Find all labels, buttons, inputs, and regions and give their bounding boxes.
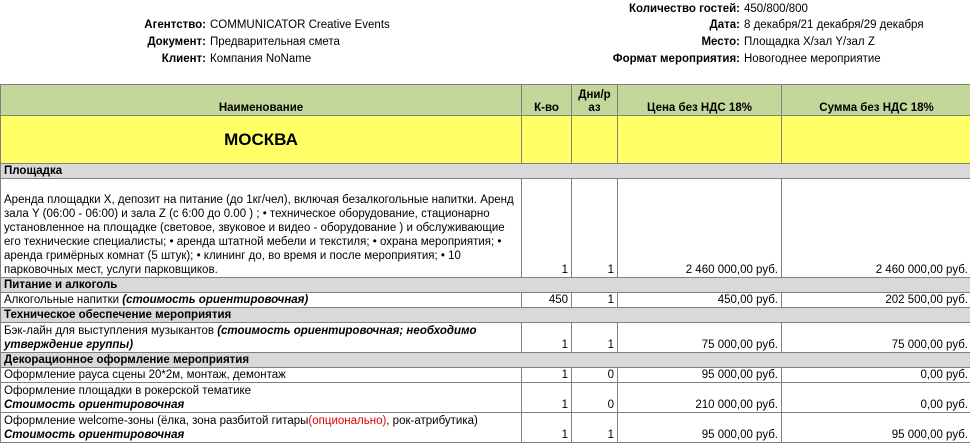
item-price[interactable]: 210 000,00 руб. <box>618 383 782 413</box>
item-price[interactable]: 2 460 000,00 руб. <box>618 179 782 278</box>
document-info-left <box>0 0 390 84</box>
table-row <box>1 383 970 413</box>
item-sum[interactable]: 0,00 руб. <box>782 383 970 413</box>
item-days[interactable]: 1 <box>572 413 618 443</box>
item-note: (стоимость ориентировочная) <box>122 294 309 306</box>
client-value: Компания NoName <box>210 53 312 65</box>
item-sum[interactable]: 75 000,00 руб. <box>782 323 970 353</box>
table-row <box>1 323 970 353</box>
item-days[interactable]: 1 <box>572 323 618 353</box>
column-header-days-line2: аз <box>588 102 601 114</box>
agency-row <box>0 16 390 34</box>
section-title-tech[interactable]: Техническое обеспечение мероприятия <box>1 308 970 323</box>
date-row <box>560 16 970 34</box>
venue-value: Площадка X/зал Y/зал Z <box>744 36 875 48</box>
section-row-food <box>1 278 970 293</box>
optional-marker: (опционально) <box>308 415 387 427</box>
table-row <box>1 179 970 278</box>
table-cell[interactable] <box>522 116 572 164</box>
item-sum[interactable]: 202 500,00 руб. <box>782 293 970 308</box>
section-title-decor[interactable]: Декорационное оформление мероприятия <box>1 353 970 368</box>
client-label: Клиент: <box>161 53 206 65</box>
item-qty[interactable]: 1 <box>522 368 572 383</box>
table-row <box>1 413 970 443</box>
venue-label: Место: <box>701 36 740 48</box>
item-days[interactable]: 1 <box>572 179 618 278</box>
document-info-right <box>560 0 970 84</box>
item-sum[interactable]: 0,00 руб. <box>782 368 970 383</box>
item-name-text: Алкогольные напитки <box>4 294 120 306</box>
item-qty[interactable]: 1 <box>522 383 572 413</box>
date-label: Дата: <box>709 19 740 31</box>
table-cell[interactable] <box>782 116 970 164</box>
format-label: Формат мероприятия: <box>612 53 740 65</box>
item-days[interactable]: 1 <box>572 293 618 308</box>
format-row <box>560 50 970 68</box>
item-name[interactable] <box>1 323 522 353</box>
client-row <box>0 50 380 68</box>
format-value: Новогоднее мероприятие <box>744 53 881 65</box>
item-name-text: Оформление площадки в рокерской тематике <box>4 385 252 397</box>
item-qty[interactable]: 450 <box>522 293 572 308</box>
item-days[interactable]: 0 <box>572 383 618 413</box>
column-header-name[interactable]: Наименование <box>1 85 522 116</box>
item-name[interactable]: Оформление рауса сцены 20*2м, монтаж, демонтаж <box>1 368 522 383</box>
item-name-text: Бэк-лайн для выступления музыкантов <box>4 325 218 337</box>
table-row <box>1 293 970 308</box>
estimate-table <box>0 84 970 443</box>
table-header-row <box>1 85 970 116</box>
column-header-days[interactable] <box>572 85 618 116</box>
item-qty[interactable]: 1 <box>522 413 572 443</box>
city-row <box>1 116 970 164</box>
item-name[interactable] <box>1 413 522 443</box>
section-row-venue <box>1 164 970 179</box>
item-name[interactable] <box>1 383 522 413</box>
item-qty[interactable]: 1 <box>522 323 572 353</box>
item-note: (стоимость ориентировочная; необходимо утверждение группы) <box>4 325 477 351</box>
guests-value: 450/800/800 <box>744 3 808 15</box>
column-header-qty[interactable]: К-во <box>522 85 572 116</box>
city-name[interactable]: МОСКВА <box>1 116 522 164</box>
item-price[interactable]: 75 000,00 руб. <box>618 323 782 353</box>
item-name[interactable]: Аренда площадки X, депозит на питание (до 1кг/чел), включая безалкогольные напитки. Аренд зала Y (06:00 - 06:00) и зала Z (с 6:00 до 0.00 ) ; • техническое оборудование, стационарно установленное на площадке (световое, звуковое и видео - оборудование ) и обслуживающие его технические специалисты; • аренда штатной мебели и текстиля; • охрана мероприятия; • аренда гримёрных комнат (5 штук); • клининг до, во время и после мероприятия; • 10 парковочных мест, услуги парковщиков. <box>1 179 522 278</box>
item-sum[interactable]: 95 000,00 руб. <box>782 413 970 443</box>
document-label: Документ: <box>147 36 206 48</box>
item-price[interactable]: 95 000,00 руб. <box>618 368 782 383</box>
item-price[interactable]: 95 000,00 руб. <box>618 413 782 443</box>
section-title-venue[interactable]: Площадка <box>1 164 970 179</box>
table-row <box>1 368 970 383</box>
item-name-text-end: , рок-атрибутика) <box>386 415 478 427</box>
item-sum[interactable]: 2 460 000,00 руб. <box>782 179 970 278</box>
section-title-food[interactable]: Питание и алкоголь <box>1 278 970 293</box>
venue-row <box>560 33 970 51</box>
item-name[interactable] <box>1 293 522 308</box>
item-note: Стоимость ориентировочная <box>4 399 185 411</box>
guests-label: Количество гостей: <box>628 3 740 15</box>
agency-value: COMMUNICATOR Creative Events <box>210 19 390 31</box>
column-header-sum[interactable]: Сумма без НДС 18% <box>782 85 970 116</box>
agency-label: Агентство: <box>144 19 206 31</box>
date-value: 8 декабря/21 декабря/29 декабря <box>744 19 924 31</box>
column-header-price[interactable]: Цена без НДС 18% <box>618 85 782 116</box>
item-note: Стоимость ориентировочная <box>4 429 185 441</box>
column-header-days-line1: Дни/р <box>578 89 611 101</box>
item-qty[interactable]: 1 <box>522 179 572 278</box>
item-name-text: Оформление welcome-зоны (ёлка, зона разбитой гитары <box>4 415 309 427</box>
item-days[interactable]: 0 <box>572 368 618 383</box>
table-cell[interactable] <box>572 116 618 164</box>
item-price[interactable]: 450,00 руб. <box>618 293 782 308</box>
section-row-tech <box>1 308 970 323</box>
table-cell[interactable] <box>618 116 782 164</box>
document-value: Предварительная смета <box>210 36 340 48</box>
document-row <box>0 33 380 51</box>
section-row-decor <box>1 353 970 368</box>
